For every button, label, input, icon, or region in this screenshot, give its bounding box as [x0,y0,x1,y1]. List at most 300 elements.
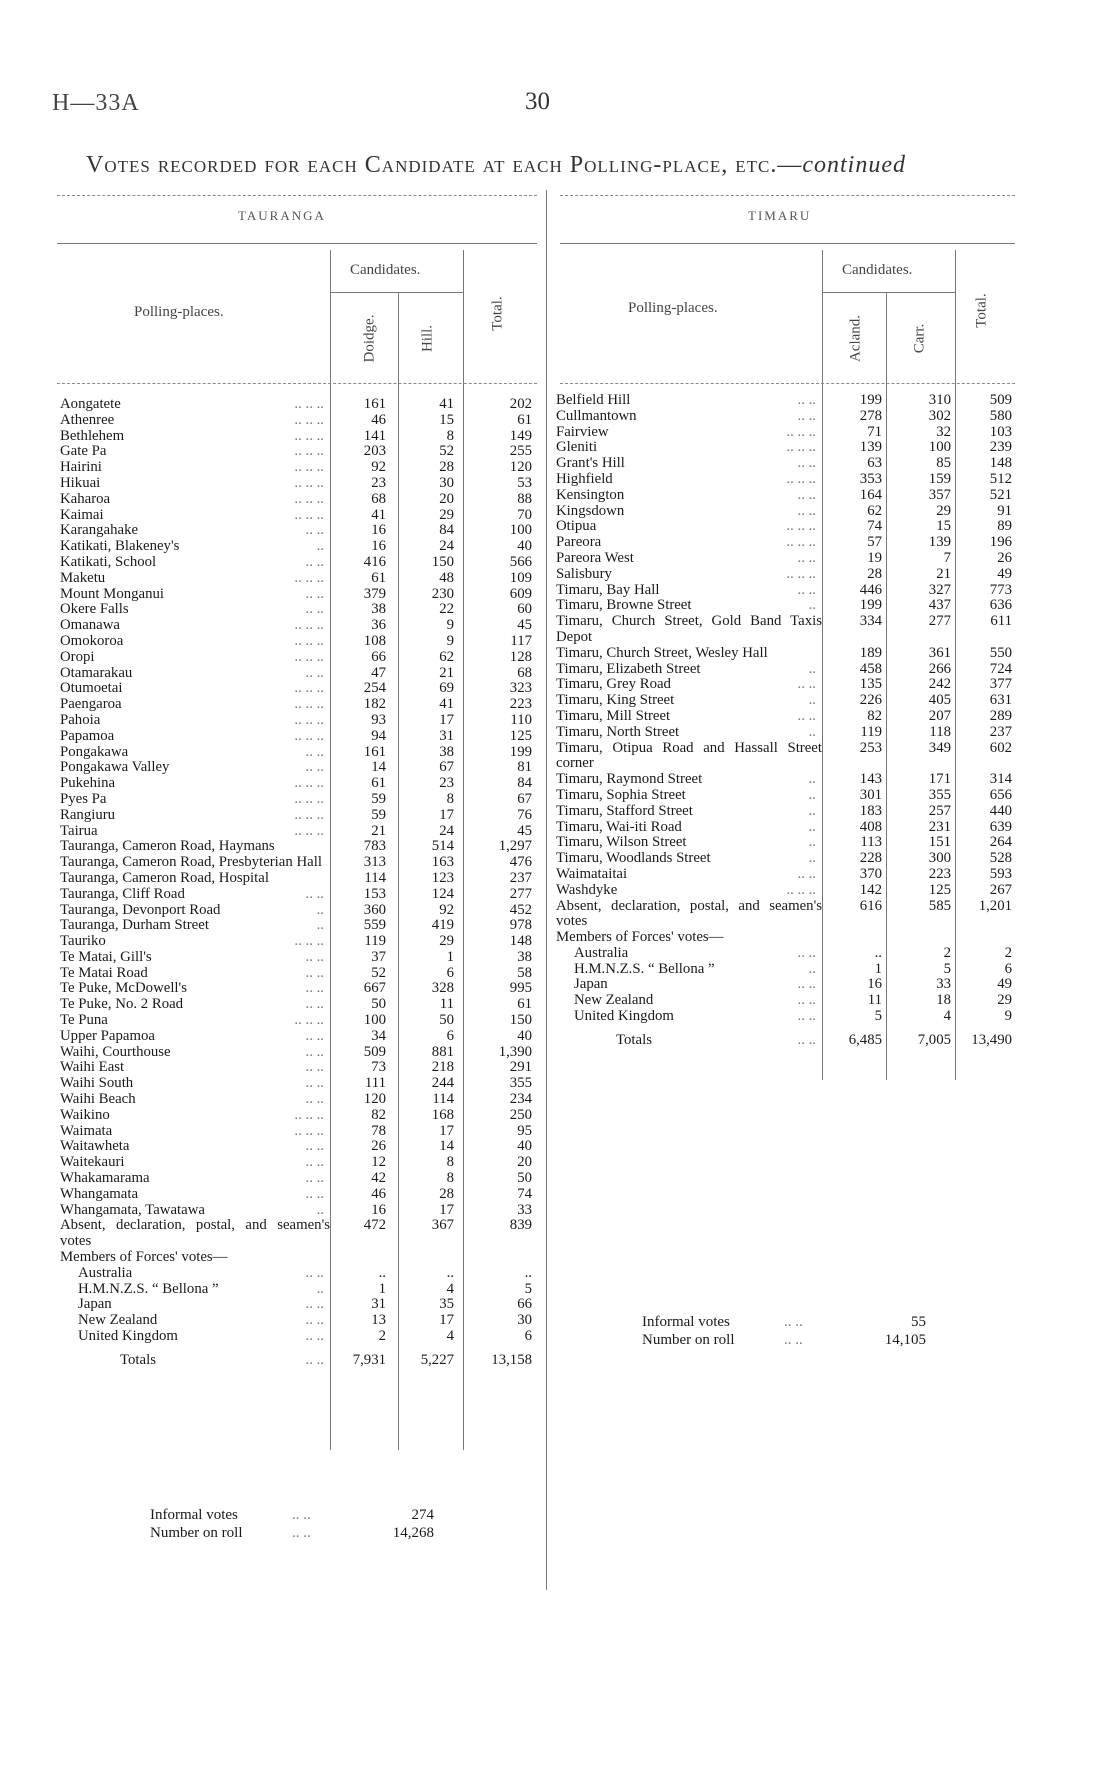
polling-place-cell [60,997,330,1013]
total-votes: 639 [989,818,1012,835]
table-row [556,693,1016,709]
candidate2-votes: 7 [943,549,951,566]
candidate1-votes: 667 [363,980,386,997]
polling-place-cell [556,677,822,693]
leader-dots: .. [808,787,816,803]
candidate1-votes: 59 [371,790,386,807]
candidate2-votes: 85 [936,455,951,472]
polling-place-name: United Kingdom [78,1329,178,1345]
table-row [60,824,536,840]
total-votes: 89 [997,518,1012,535]
total-votes: 250 [509,1106,532,1123]
leader-dots: .. .. .. [294,633,324,649]
candidate1-votes: 313 [363,854,386,871]
header-divider-left [57,195,537,197]
polling-place-name: Timaru, Bay Hall [556,582,660,598]
leader-dots: .. [808,961,816,977]
leader-dots: .. [316,902,324,918]
polling-place-cell [556,851,822,867]
candidate1-votes: 38 [371,601,386,618]
total-votes: 773 [989,581,1012,598]
polling-place-name: Te Puke, McDowell's [60,981,187,997]
table-row [60,1171,536,1187]
tauranga-candidates-header: Candidates. [350,262,421,278]
candidate2-votes: 6 [446,964,454,981]
total-votes: 611 [990,613,1012,630]
table-row [60,1060,536,1076]
total-votes: 609 [509,585,532,602]
leader-dots: .. .. .. [786,566,816,582]
tauranga-results-table [60,397,536,1369]
total-votes: 9 [1004,1008,1012,1025]
total-votes: 656 [989,786,1012,803]
polling-place-name: Otamarakau [60,665,133,681]
candidate2-votes: 9 [446,632,454,649]
table-row [60,634,536,650]
candidate1-votes: 228 [859,850,882,867]
candidate2-votes: 28 [439,459,454,476]
total-votes: 593 [989,865,1012,882]
candidate2-votes: 231 [928,818,951,835]
total-votes: 33 [517,1201,532,1218]
candidate2-votes: 28 [439,1185,454,1202]
table-row [556,535,1016,551]
polling-place-name: Members of Forces' votes— [60,1250,228,1266]
candidate2-votes: 100 [928,439,951,456]
candidate2-votes: 52 [439,443,454,460]
candidate2-votes: 355 [928,786,951,803]
polling-place-name: Kaharoa [60,491,111,507]
polling-place-name: Mount Monganui [60,586,164,602]
polling-place-cell [60,587,330,603]
leader-dots: .. [316,539,324,555]
total-votes: 66 [517,1296,532,1313]
total-votes: 81 [517,759,532,776]
total-votes: 5 [524,1280,532,1297]
candidate2-votes: 17 [439,1201,454,1218]
polling-place-name: Timaru, Mill Street [556,708,671,724]
candidate2-total: 7,005 [917,1031,951,1048]
total-votes: 45 [517,822,532,839]
table-row [60,1282,536,1298]
candidate1-votes: 61 [371,569,386,586]
table-row [60,539,536,555]
leader-dots: .. .. .. [294,397,324,412]
polling-place-cell [60,476,330,492]
leader-dots: .. .. .. [786,882,816,898]
leader-dots: .. .. .. [294,460,324,476]
candidate2-votes: 310 [928,392,951,408]
polling-place-cell [60,1029,330,1045]
polling-place-name: Absent, declaration, postal, and seamen's votes [556,898,822,930]
tauranga-candidate2-header: Hill. [419,324,436,353]
leader-dots: .. .. [797,550,816,566]
candidate1-votes: 360 [363,901,386,918]
candidate1-votes: 199 [859,597,882,614]
tauranga-results-body [60,397,536,1369]
timaru-roll-row [642,1332,926,1348]
polling-place-name: Otumoetai [60,681,123,697]
leader-dots: .. .. [797,582,816,598]
total-votes: 103 [989,423,1012,440]
table-row [60,760,536,776]
polling-place-cell [556,962,822,978]
timaru-title: TIMARU [748,208,812,223]
total-votes: 100 [509,522,532,539]
candidate1-votes: 161 [363,396,386,412]
total-votes: 239 [989,439,1012,456]
total-votes: 74 [517,1185,532,1202]
polling-place-name: Timaru, Stafford Street [556,803,693,819]
polling-place-cell [60,1313,330,1329]
polling-place-name: Whangamata, Tawatawa [60,1202,205,1218]
polling-place-name: Belfield Hill [556,393,631,408]
candidate2-votes: .. [446,1264,454,1281]
polling-place-name: Athenree [60,412,115,428]
page-title [86,152,906,179]
polling-place-name: Gleniti [556,440,598,456]
timaru-candidates-rule [822,292,955,293]
polling-place-name: Hikuai [60,475,101,491]
total-votes: 1,297 [498,838,532,855]
timaru-candidate1-header: Acland. [847,314,864,363]
polling-place-name: Timaru, North Street [556,724,680,740]
candidate1-votes: 26 [371,1138,386,1155]
polling-place-cell [60,492,330,508]
total-votes: 267 [989,881,1012,898]
candidate1-votes: 253 [859,739,882,756]
total-votes: 237 [509,869,532,886]
candidate1-votes: 16 [371,522,386,539]
polling-place-cell [556,456,822,472]
polling-place-cell [60,950,330,966]
tauranga-informal-row [150,1507,434,1523]
leader-dots: .. .. [797,393,816,408]
leader-dots: .. .. .. [294,428,324,444]
total-votes: 1,201 [978,897,1012,914]
total-votes: 277 [509,885,532,902]
polling-place-cell [60,1045,330,1061]
candidate2-votes: 257 [928,802,951,819]
polling-place-cell [60,1218,330,1250]
polling-place-cell [60,792,330,808]
polling-place-cell [556,693,822,709]
candidate1-votes: 616 [859,897,882,914]
total-votes: 95 [517,1122,532,1139]
leader-dots: .. .. [305,523,324,539]
candidate1-votes: 408 [859,818,882,835]
polling-place-cell [60,966,330,982]
polling-place-name: Omanawa [60,618,120,634]
polling-place-cell [60,1060,330,1076]
candidate1-total: 6,485 [848,1031,882,1048]
polling-place-cell [556,425,822,441]
polling-place-name: Kaimai [60,507,104,523]
polling-place-cell [60,681,330,697]
total-votes: 314 [989,771,1012,788]
page-number: 30 [525,88,550,115]
polling-place-name: Grant's Hill [556,456,625,472]
polling-place-name: New Zealand [78,1313,158,1329]
polling-place-name: Waihi South [60,1076,134,1092]
candidate2-votes: 9 [446,617,454,634]
candidate1-votes: 46 [371,1185,386,1202]
timaru-roll-value: 14,105 [884,1332,926,1348]
candidate1-votes: 142 [859,881,882,898]
polling-place-cell [60,1250,330,1266]
polling-place-cell [556,551,822,567]
candidate2-votes: 300 [928,850,951,867]
page-title-continued: continued [802,152,906,178]
candidate2-votes: 17 [439,806,454,823]
total-votes: 70 [517,506,532,523]
candidate2-votes: 328 [431,980,454,997]
polling-place-cell [556,614,822,646]
total-votes: 6 [524,1328,532,1345]
polling-place-cell [60,1282,330,1298]
polling-place-cell [556,409,822,425]
table-row [60,555,536,571]
leader-dots: .. .. [305,1351,324,1368]
candidate2-votes: 302 [928,407,951,424]
candidate1-votes: 41 [371,506,386,523]
table-row [556,993,1016,1009]
table-row [60,1297,536,1313]
candidate1-votes: 34 [371,1027,386,1044]
table-row [556,1009,1016,1025]
candidate1-votes: 182 [363,696,386,713]
table-row [60,1139,536,1155]
table-row [556,962,1016,978]
candidate2-votes: 124 [431,885,454,902]
table-row [60,413,536,429]
candidate2-votes: 33 [936,976,951,993]
section-divider [546,190,547,1590]
candidate2-votes [886,930,955,946]
polling-place-name: Oropi [60,649,95,665]
total-votes: 724 [989,660,1012,677]
table-row [60,745,536,761]
polling-place-cell [60,776,330,792]
table-row [556,598,1016,614]
candidate1-votes: 52 [371,964,386,981]
polling-place-name: Gate Pa [60,444,107,460]
candidate1-votes: 254 [363,680,386,697]
polling-place-cell [60,1203,330,1219]
leader-dots: .. .. .. [294,1123,324,1139]
polling-place-cell [60,1013,330,1029]
polling-place-cell [60,1139,330,1155]
polling-place-cell [60,918,330,934]
candidate2-votes: 38 [439,743,454,760]
polling-place-name: Tauranga, Cameron Road, Hospital [60,870,269,886]
total-votes: 509 [989,392,1012,408]
polling-place-name: Timaru, Raymond Street [556,772,703,788]
total-votes: 38 [517,948,532,965]
polling-place-cell [60,413,330,429]
candidate2-votes: 405 [928,692,951,709]
total-votes: 148 [509,933,532,950]
candidate2-votes: 151 [928,834,951,851]
leader-dots: .. .. .. [294,570,324,586]
total-votes: 53 [517,474,532,491]
polling-place-cell [60,444,330,460]
candidate2-votes: 18 [936,992,951,1009]
polling-place-name: Tauranga, Devonport Road [60,902,221,918]
total-votes: 58 [517,964,532,981]
totals-label: Totals [120,1351,156,1368]
total-votes: 291 [509,1059,532,1076]
candidate1-votes: 114 [364,869,386,886]
candidate1-votes: 379 [363,585,386,602]
leader-dots: .. .. [305,965,324,981]
candidate1-votes: 199 [859,392,882,408]
total-votes: 128 [509,648,532,665]
total-votes: 45 [517,617,532,634]
polling-place-name: Pongakawa Valley [60,760,170,776]
candidate1-votes: 353 [859,470,882,487]
candidate1-votes: 1 [378,1280,386,1297]
leader-dots: .. .. .. [294,618,324,634]
polling-place-name: Salisbury [556,566,612,582]
total-votes: 29 [997,992,1012,1009]
table-row [556,662,1016,678]
table-row [556,867,1016,883]
table-row [60,681,536,697]
polling-place-cell [556,946,822,962]
leader-dots: .. .. .. [294,681,324,697]
candidate2-votes: 125 [928,881,951,898]
candidate1-votes: 446 [859,581,882,598]
timaru-candidate2-header: Carr. [911,323,928,354]
polling-place-name: Pyes Pa [60,791,107,807]
leader-dots: .. .. [305,1092,324,1108]
totals-row [60,1345,536,1369]
total-votes: 631 [989,692,1012,709]
total-votes: 61 [517,411,532,428]
leader-dots: .. .. [305,1060,324,1076]
polling-place-cell [556,788,822,804]
total-votes: 202 [509,396,532,412]
tauranga-title: TAURANGA [238,208,326,223]
table-row [60,697,536,713]
table-row [60,981,536,997]
timaru-head-bottom-rule [560,383,1015,385]
polling-place-name: Maketu [60,570,106,586]
total-votes: 20 [517,1154,532,1171]
total-votes: 355 [509,1075,532,1092]
polling-place-name: Tairua [60,823,98,839]
polling-place-name: Timaru, Wilson Street [556,835,687,851]
candidate2-votes: 4 [943,1008,951,1025]
polling-place-name: Kensington [556,487,625,503]
timaru-informal-value: 55 [911,1314,926,1330]
total-votes: 110 [510,711,532,728]
polling-place-name: Waitawheta [60,1139,130,1155]
total-votes: 50 [517,1170,532,1187]
candidate1-votes: 11 [867,992,882,1009]
candidate2-votes: 349 [928,739,951,756]
candidate1-votes: 119 [860,723,882,740]
candidate1-votes: 203 [363,443,386,460]
polling-place-name: Members of Forces' votes— [556,930,724,946]
leader-dots: .. .. .. [294,728,324,744]
candidate2-votes: 11 [439,996,454,1013]
candidate2-votes: 585 [928,897,951,914]
table-row [60,1187,536,1203]
polling-place-name: Waihi Beach [60,1092,136,1108]
table-row [60,729,536,745]
candidate2-votes: 15 [936,518,951,535]
polling-place-cell [556,804,822,820]
candidate2-votes: 8 [446,1170,454,1187]
candidate1-votes: 12 [371,1154,386,1171]
polling-place-name: Pareora [556,535,602,551]
polling-place-cell [60,523,330,539]
leader-dots: .. .. .. [294,934,324,950]
leader-dots: .. .. .. [294,1107,324,1123]
candidate2-votes: 15 [439,411,454,428]
polling-place-name: Bethlehem [60,428,125,444]
tauranga-informal-value: 274 [411,1507,434,1523]
polling-place-cell [60,397,330,413]
table-row [556,567,1016,583]
candidate1-votes: .. [378,1264,386,1281]
polling-place-name: Japan [78,1297,112,1313]
timaru-summary [640,1312,928,1350]
candidate1-votes: 50 [371,996,386,1013]
candidate2-votes: 8 [446,790,454,807]
total-votes: 1,390 [498,1043,532,1060]
timaru-informal-dots: .. .. [784,1314,803,1330]
candidate1-votes: .. [874,944,882,961]
polling-place-cell [556,646,822,662]
table-row [556,425,1016,441]
candidate1-votes: 62 [867,502,882,519]
polling-place-cell [60,745,330,761]
polling-place-cell [60,460,330,476]
polling-place-cell [556,488,822,504]
total-votes: 125 [509,727,532,744]
polling-place-name: Timaru, Sophia Street [556,787,686,803]
leader-dots: .. .. [305,997,324,1013]
polling-place-cell [60,1155,330,1171]
leader-dots: .. .. [305,744,324,760]
grand-total: 13,158 [491,1351,532,1368]
leader-dots: .. .. [797,1009,816,1025]
table-row [556,883,1016,899]
polling-place-name: Timaru, Grey Road [556,677,671,693]
candidate1-votes: 16 [867,976,882,993]
timaru-polling-places-header: Polling-places. [628,300,718,316]
polling-place-name: Timaru, Church Street, Gold Band Taxis Depot [556,614,822,645]
polling-place-name: Australia [78,1265,133,1281]
table-row [60,918,536,934]
leader-dots: .. .. .. [294,697,324,713]
total-votes: 120 [509,459,532,476]
table-row [60,871,536,887]
polling-place-name: Kingsdown [556,503,625,519]
total-votes: 476 [509,854,532,871]
candidate2-votes: 92 [439,901,454,918]
polling-place-cell [556,772,822,788]
total-votes: 6 [1004,960,1012,977]
table-row [60,1250,536,1266]
candidate2-votes: 5 [943,960,951,977]
polling-place-cell [556,899,822,931]
candidate2-votes: 168 [431,1106,454,1123]
polling-place-cell [60,618,330,634]
